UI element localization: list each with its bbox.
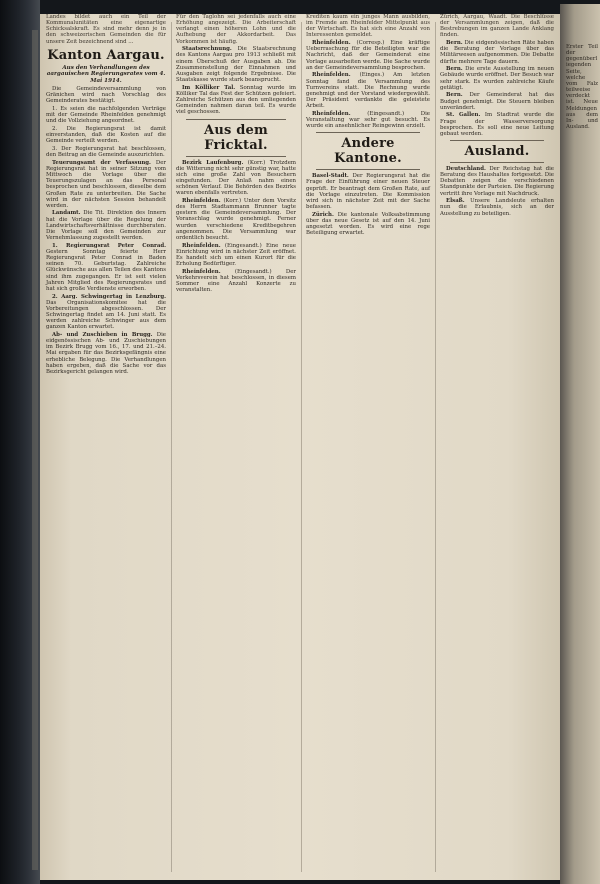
article-lead: Staatsrechnung. xyxy=(182,46,232,53)
article xyxy=(46,160,166,209)
article xyxy=(176,160,296,197)
article-text: Die erste Ausstellung im neuen Gebäude wurde eröffnet. Der Besuch war sehr stark. Es wurden zahlreiche Käufe getätigt. xyxy=(440,66,554,91)
divider xyxy=(316,132,420,133)
column-rule xyxy=(435,22,436,872)
article-lead: Bern. xyxy=(446,66,463,73)
heading-aus-dem-fricktal: Aus dem Fricktal. xyxy=(204,122,268,153)
heading-kanton-aargau: Kanton Aargau. xyxy=(47,47,165,63)
article-text: Im Stadtrat wurde die Frage der Wasserversorgung besprochen. Es soll eine neue Leitung gebaut werden. xyxy=(440,112,554,137)
article-text: (Eingesandt.) Die Veranstaltung war sehr gut besucht. Es wurde ein ansehnlicher Reingewinn erzielt. xyxy=(306,110,430,130)
article-text: (Einges.) Am letzten Sonntag fand die Versammlung des Turnvereins statt. Die Rechnung wurde genehmigt und der Vorstand wiedergewählt. Der Präsident verdankte die geleistete Arbeit. xyxy=(306,72,430,110)
article-text: (Korr.) Trotzdem die Witterung nicht sehr günstig war, hatte sich eine große Zahl von Besuchern eingefunden. Der Anlaß nahm einen schönen Verlauf. Die Behörden des Bezirks waren ebenfalls vertreten. xyxy=(176,159,297,197)
article-text: Der Regierungsrat hat in seiner Sitzung vom Mittwoch die Vorlage über die Teuerungszulagen an das Personal besprochen und beschlossen, dieselbe dem Großen Rate zu unterbreiten. Die Sache wird in der nächsten Session behandelt werden. xyxy=(46,159,166,209)
article-text: Unsere Landsleute erhalten nun die Erlaubnis, sich an der Ausstellung zu beteiligen. xyxy=(440,198,554,217)
article-text: Gestern Sonntag feierte Herr Regierungsrat Peter Conrad in Baden seinen 70. Geburtstag. Zahlreiche Glückwünsche aus allen Teilen des Kantons sind ihm zugegangen. Er ist seit vielen Jahren Mitglied des Regierungsrates und hat sich große Verdienste erworben. xyxy=(46,248,166,292)
column-rule xyxy=(301,22,302,872)
newspaper-page xyxy=(40,14,560,880)
article-text: Das Organisationskomitee hat die Vorbereitungen abgeschlossen. Der Schwingertag findet am 14. Juni statt. Es werden zahlreiche Schwinger aus dem ganzen Kanton erwartet. xyxy=(46,299,166,331)
article-lead: Im Kölliker Tal. xyxy=(182,84,236,91)
heading-andere-kantone: Andere Kantone. xyxy=(334,136,402,167)
article-text: Der Regierungsrat hat die Frage der Einführung einer neuen Steuer geprüft. Er beantragt dem Großen Rate, auf die Vorlage einzutreten. Die Kommission wird sich in nächster Zeit mit der Sache befassen. xyxy=(306,173,430,211)
paragraph: 3. Der Regierungsrat hat beschlossen, den Beitrag an die Gemeinde auszurichten. xyxy=(46,145,166,159)
article-text: Die Tit. Direktion des Innern hat die Vorlage über die Regelung der Landwirtschaftsverhältnisse durchberaten. Die Vorlage soll den Gemeinden zur Vernehmlassung zugestellt werden. xyxy=(46,210,167,242)
article xyxy=(440,198,554,216)
article xyxy=(306,72,430,109)
column-2 xyxy=(176,14,296,295)
article-lead: Ab- und Zuschieben in Brugg. xyxy=(52,331,153,338)
article-text: (Corresp.) Eine kräftige Ueberraschung für die Beteiligten war die Nachricht, daß der Gemeinderat eine Vorlage ausarbeiten werde. Die Sache wurde an der Gemeindeversammlung besprochen. xyxy=(306,40,431,71)
column-1 xyxy=(46,14,166,377)
article xyxy=(46,332,166,375)
divider xyxy=(186,119,286,120)
heading-ausland: Ausland. xyxy=(464,143,530,159)
article-lead: 1. Regierungsrat Peter Conrad. xyxy=(52,242,166,249)
spine-edge xyxy=(32,30,38,870)
divider xyxy=(186,156,286,157)
article-text: Die Staatsrechnung des Kantons Aargau pro 1913 schließt mit einem Überschuß der Ausgaben ab. Die Zusammenstellung der Einnahmen und Ausgaben zeigt folgende Ergebnisse. Die Staatskasse wurde stark beansprucht. xyxy=(176,46,297,84)
paragraph: 1. Es seien die nachfolgenden Verträge mit der Gemeinde Rheinfelden genehmigt und die Vollziehung angeordnet. xyxy=(46,105,166,125)
paragraph: Die Gemeindeversammlung von Gränichen wird nach Vorschlag des Gemeinderates bestätigt. xyxy=(46,86,166,105)
article-lead: Bern. xyxy=(446,92,463,99)
article-text: (Korr.) Unter dem Vorsitz des Herrn Stadtammann Brunner tagte gestern die Gemeindeversammlung. Der Voranschlag wurde genehmigt. Ferner wurden verschiedene Kreditbegehren angenommen. Die Versammlung war ordentlich besucht. xyxy=(176,197,296,241)
article xyxy=(176,269,296,294)
article xyxy=(440,66,554,91)
column-rule xyxy=(171,22,172,872)
article-lead: Deutschland. xyxy=(446,165,486,172)
facing-page-text: Erster Teil der gegenüberliegenden Seite, welche vom Falz teilweise verdeckt ist. Neue Meldungen aus dem In- und Ausland. xyxy=(566,44,598,131)
article-lead: Rheinfelden. xyxy=(312,40,351,47)
article-lead: Rheinfelden. xyxy=(182,242,221,249)
article-text: Der Gemeinderat hat das Budget genehmigt. Die Steuern bleiben unverändert. xyxy=(440,92,554,111)
divider xyxy=(450,140,544,141)
divider xyxy=(316,169,420,170)
article-lead: Elsaß. xyxy=(446,198,465,205)
column-4 xyxy=(440,14,554,218)
article-text: Die kantonale Volksabstimmung über das neue Gesetz ist auf den 14. Juni angesetzt worden. Es wird eine rege Beteiligung erwartet. xyxy=(306,211,430,237)
column-3 xyxy=(306,14,430,238)
article-lead: Landamt. xyxy=(52,210,81,217)
article-lead: Basel-Stadt. xyxy=(312,173,349,180)
article-lead: Rheinfelden. xyxy=(312,110,351,117)
article xyxy=(46,294,166,331)
article-lead: Rheinfelden. xyxy=(312,72,351,79)
article xyxy=(176,198,296,241)
article-text: Der Reichstag hat die Beratung des Haushaltes fortgesetzt. Die Debatten zeigen die verschiedenen Standpunkte der Parteien. Die Regierung vertritt ihre Vorlage mit Nachdruck. xyxy=(440,165,554,197)
article xyxy=(46,210,166,241)
sub-heading: Aus den Verhandlungen des aargauischen Regierungsrates vom 4. Mai 1914. xyxy=(46,64,166,84)
paragraph: Krediten kaum ein junges Mann ausbilden, im Fremde am Rheinfelder Mittelpunkt aus der Wirtschaft. Es hat sich eine Anzahl von Interessenten gemeldet. xyxy=(306,14,430,39)
article-text: (Eingesandt.) Eine neue Einrichtung wird in nächster Zeit eröffnet. Es handelt sich um einen Kurort für die Erholung Bedürftiger. xyxy=(176,242,296,267)
divider xyxy=(450,162,544,163)
paragraph: Zürich, Aargau, Waadt. Die Beschlüsse der Versammlungen zeigen, daß die Bestrebungen im ganzen Lande Anklang finden. xyxy=(440,14,554,39)
article-text: Die eidgenössischen Räte haben die Beratung der Vorlage über das Militärwesen aufgenommen. Die Debatte dürfte mehrere Tage dauern. xyxy=(440,40,554,65)
article-lead: St. Gallen. xyxy=(446,112,481,119)
article xyxy=(440,40,554,65)
article xyxy=(306,212,430,237)
article xyxy=(306,111,430,129)
article-lead: Zürich. xyxy=(312,211,334,218)
article-text: Die eidgenössischen Ab- und Zuschiebungen im Bezirk Brugg vom 16., 17. und 21.–24. Mai ergaben für das Bezirksgefängnis eine erhebliche Belegung. Die Verhandlungen haben ergeben, daß die Sache vor das Bezirksgericht gelangen wird. xyxy=(46,331,166,375)
article xyxy=(306,40,430,71)
paragraph: Landes bildet auch ein Teil der Kommunalunitäten eine eigenartige Schicksalskraft. Es sind mehr denn je in den schweizerischen Gemeinden die für unsere Zeit bezeichnend sind ... xyxy=(46,14,166,45)
article-text: (Eingesandt.) Der Verkehrsverein hat beschlossen, in diesem Sommer eine Anzahl Konzerte zu veranstalten. xyxy=(176,268,296,294)
article xyxy=(440,92,554,110)
article-lead: Rheinfelden. xyxy=(182,268,221,275)
article xyxy=(176,243,296,268)
article xyxy=(176,46,296,83)
paragraph: Für den Taglohn sei jedenfalls auch eine Erhöhung angezeigt. Die Arbeiterschaft verlangt einen höheren Lohn und die Aufhebung der Akkordarbeit. Das Vorkommen ist häufig. xyxy=(176,14,296,45)
article xyxy=(306,173,430,210)
book-spine xyxy=(0,0,40,884)
article xyxy=(176,85,296,116)
article xyxy=(46,243,166,292)
article-lead: Teuerungsamt der Verfassung. xyxy=(52,159,151,166)
article-text: Sonntag wurde im Kölliker Tal das Fest der Schützen gefeiert. Zahlreiche Schützen aus den umliegenden Gemeinden nahmen daran teil. Es wurde viel geschossen. xyxy=(176,84,297,116)
article xyxy=(440,166,554,197)
facing-page-edge xyxy=(560,4,600,884)
article-lead: Rheinfelden. xyxy=(182,197,221,204)
article-lead: Bezirk Laufenburg. xyxy=(182,159,244,166)
article xyxy=(440,112,554,137)
paragraph: 2. Die Regierungsrat ist damit einverstanden, daß die Kosten auf die Gemeinde verteilt werden. xyxy=(46,125,166,145)
article-lead: Bern. xyxy=(446,40,463,47)
article-lead: 2. Aarg. Schwingertag in Lenzburg. xyxy=(52,293,166,300)
